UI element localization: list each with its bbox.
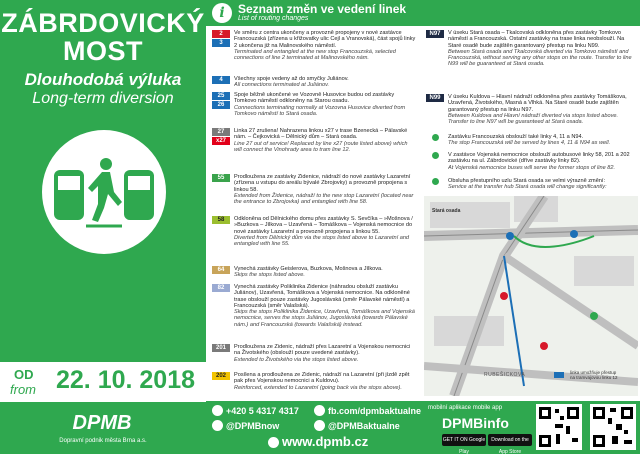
change-entry xyxy=(448,94,636,125)
change-entry xyxy=(234,344,416,363)
from-label: from xyxy=(10,382,36,397)
change-text-cz: Prodloužena ze zastávky Židenice, nádraží do nové zastávky Lazaretní (zřízena u vstupu do areálu bývalé Zbrojovky) a provozně propojena s linkou 58. xyxy=(234,174,411,193)
map-legend-title: linka umožňuje přestup xyxy=(570,370,617,375)
line-badge: 58 xyxy=(212,216,230,224)
change-entry xyxy=(448,134,636,147)
instagram-icon xyxy=(314,420,325,431)
phone-contact[interactable]: +420 5 4317 4317 xyxy=(212,405,299,416)
line-badge: 4 xyxy=(212,76,230,84)
bullet-icon xyxy=(432,178,439,185)
change-entry xyxy=(234,128,416,153)
change-text-en: Line 27 out of service! Replaced by line x27 (route listed above) which will connect the Vinohrady area to tram line 12. xyxy=(234,140,408,153)
change-entry xyxy=(234,76,416,89)
change-text-cz: V úseku Kuldova – Hlavní nádraží odkloněna přes zastávky Tomáškova, Uzavřená, Životského, Masná a Vlhká. Na Staré osadě bude zajištěn garantovaný přestup na linku N97. xyxy=(448,94,627,113)
line-badge: 202 xyxy=(212,372,230,380)
change-entry xyxy=(234,30,416,61)
change-entry xyxy=(448,30,636,68)
change-text-cz: Ve směru z centra ukončeny a provozně propojeny v nové zastávce Francouzská (zřízena u křižovatky ulic Cejl a Vranovská), část spojů linky 2 ukončena již na Malinovského náměstí. xyxy=(234,30,416,49)
company-name: Dopravní podnik města Brna a.s. xyxy=(59,438,147,444)
line-badge: x27 xyxy=(212,137,230,145)
title-line-2: MOST xyxy=(63,36,143,66)
twitter-link[interactable]: @DPMBnow xyxy=(212,420,279,431)
line-badges xyxy=(212,92,230,109)
list-header xyxy=(206,0,640,26)
line-badge: 3 xyxy=(212,39,230,47)
list-title: Seznam změn ve vedení linek xyxy=(238,2,407,16)
line-badges xyxy=(426,30,444,38)
map-stop-label: Stará osada xyxy=(432,208,461,214)
change-text-en: Between Stará osada and Tkalcovská diverted via Tomkovo náměstí and Francouzská, without serving any other stops on the route. Transfer to line N99 will be guaranteed at Stará osada. xyxy=(448,48,632,68)
phone-icon xyxy=(212,405,223,416)
svg-text:DPMB: DPMB xyxy=(72,412,132,434)
google-play-badge[interactable]: GET IT ON Google Play xyxy=(442,434,486,446)
line-badges xyxy=(212,174,230,182)
bullet-icon xyxy=(432,152,439,159)
line-badge: N99 xyxy=(426,94,444,102)
change-text-en: Extended to Životského via the stops listed above. xyxy=(234,356,359,363)
change-text-en: Connections terminating normally at Vozovna Husovice diverted from Tomkovo náměstí to Stará osada. xyxy=(234,104,406,117)
change-entry xyxy=(448,152,636,171)
line-badges xyxy=(212,372,230,380)
pedestrian-tram-icon xyxy=(42,130,166,254)
change-text-en: Terminated and entangled at the new stop Francouzská, selected connections of line 2 terminated at Malinovského nám. xyxy=(234,48,396,62)
qr-code-icon xyxy=(590,404,636,450)
change-text-en: Service at the transfer hub Stará osada will change significantly: xyxy=(448,184,607,191)
contact-footer xyxy=(206,401,640,454)
line-badge: 26 xyxy=(212,101,230,109)
qr-code-android[interactable] xyxy=(536,404,582,450)
app-label: mobilní aplikace mobile app xyxy=(428,405,503,411)
map-street-label: RUBEŠICKOVA xyxy=(484,372,526,378)
line-badge: N97 xyxy=(426,30,444,38)
change-text-en: Reinforced, extended to Lazaretní (going back via the stops above). xyxy=(234,384,402,391)
diversion-illustration xyxy=(42,130,166,254)
line-badge: 64 xyxy=(212,266,230,274)
change-text-cz: Všechny spoje vedeny až do smyčky Juliánov. xyxy=(234,76,349,82)
change-text-en: Skips the stops listed above. xyxy=(234,272,305,279)
line-badges xyxy=(212,266,230,274)
change-text-cz: Zastávku Francouzská obslouží také linky 4, 11 a N94. xyxy=(448,134,584,140)
change-text-en: Diverted from Dělnický dům via the stops listed above to Lazaretní and entangled with line 55. xyxy=(234,234,410,248)
line-badges xyxy=(426,94,444,102)
change-text-cz: Odkloněna od Dělnického domu přes zastávky Š. Ševčíka – »Mošnova / »Buzkova – Jílkova – Uzavřená – Tomáškova – Vojenská nemocnice do nové zastávky Lazaretní a provozně propojena s linkou 55. xyxy=(234,216,413,235)
line-badges xyxy=(212,76,230,84)
list-subtitle: List of routing changes xyxy=(238,15,309,22)
qr-code-icon xyxy=(536,404,582,450)
line-badge: 55 xyxy=(212,174,230,182)
valid-from-date: 22. 10. 2018 xyxy=(56,366,196,394)
change-text-en: Between Kuldova and Hlavní nádraží diverted via stops listed above. Transfer to line N97 will be guaranteed at Stará osada. xyxy=(448,112,619,126)
line-badge: 25 xyxy=(212,92,230,100)
bullet-icon xyxy=(432,134,439,141)
change-entry xyxy=(234,92,416,117)
map-legend-sub: na tramvajovou linku 12 xyxy=(570,375,618,380)
change-text-en: Extended from Židenice, nádraží to the new stop Lazaretní (located near the entrance to Zbrojovka) and entangled with line 58. xyxy=(234,192,414,206)
line-badges xyxy=(212,284,230,292)
line-badges xyxy=(426,152,439,159)
line-badge: 27 xyxy=(212,128,230,136)
line-badge: 82 xyxy=(212,284,230,292)
change-text-cz: Vynechá zastávky Geislerova, Buzkova, Mošnova a Jílkova. xyxy=(234,266,383,272)
line-badge: 201 xyxy=(212,344,230,352)
facebook-icon xyxy=(314,405,325,416)
change-entry xyxy=(234,266,416,279)
change-text-en: Skips the stops Poliklinika Židenice, Uzavřená, Tomáškova and Vojenská nemocnice, serves the stops Juliánov, Jugoslávská (towards Pálavské nám.) and Francouzská (towards Valašská) instead. xyxy=(234,309,415,328)
od-label: OD xyxy=(14,367,34,382)
subtitle-en: Long-term diversion xyxy=(32,90,174,107)
twitter-icon xyxy=(212,420,223,431)
change-text-cz: Obsluha přestupního uzlu Stará osada se velmi výrazně změní: xyxy=(448,178,606,184)
app-name: DPMBinfo xyxy=(442,415,509,431)
change-text-cz: Linka 27 zrušena! Nahrazena linkou x27 v trase Bzenecká – Pálavské nám. – Čejkovická – Dělnický dům – Stará osada. xyxy=(234,128,408,141)
change-text-cz: Prodloužena ze Židenic, nádraží přes Lazaretní a Vojenskou nemocnici na Životského (obslouží pouze uvedené zastávky). xyxy=(234,344,411,357)
map-legend xyxy=(570,370,638,380)
instagram-link[interactable]: @DPMBaktualne xyxy=(314,420,400,431)
change-entry xyxy=(448,178,636,191)
change-text-cz: Spoje běžně ukončené ve Vozovně Husovice budou od zastávky Tomkovo náměstí odkloněny na Starou osadu. xyxy=(234,92,395,105)
subtitle-cz: Dlouhodobá výluka xyxy=(24,70,182,89)
change-text-en: At Vojenská nemocnice buses will serve the former stops of line 82. xyxy=(448,164,616,171)
change-entry xyxy=(234,284,416,328)
app-store-badge[interactable]: Download on the App Store xyxy=(488,434,532,446)
change-text-cz: Posílena a prodloužena ze Židenic, nádraží na Lazaretní (při jízdě zpět pak přes Vojenskou nemocnici a Kuldovu). xyxy=(234,372,410,385)
line-badges xyxy=(212,128,230,145)
globe-icon xyxy=(268,437,279,448)
right-panel xyxy=(206,0,640,454)
qr-code-ios[interactable] xyxy=(590,404,636,450)
map-graphic xyxy=(424,196,638,396)
line-badges xyxy=(426,134,439,141)
change-entry xyxy=(234,216,416,247)
dpmb-logo xyxy=(62,410,142,436)
stara-osada-map xyxy=(424,196,638,396)
info-icon: i xyxy=(212,3,232,23)
change-text-cz: Vynechá zastávky Poliklinika Židenice (náhradou obsluží zastávku Juliánov), Uzavřená, Tomáškova a Vojenská nemocnice. Na odkloněné trase obslouží pouze zastávky Jugoslávská (směr Pálavské náměstí) a Francouzská (směr Valašská). xyxy=(234,284,410,309)
website-link[interactable]: www.dpmb.cz xyxy=(268,434,368,449)
change-entry xyxy=(234,174,416,205)
change-text-en: The stop Francouzská will be served by lines 4, 11 & N94 as well. xyxy=(448,140,611,147)
line-badges xyxy=(426,178,439,185)
line-badge: 2 xyxy=(212,30,230,38)
change-entry xyxy=(234,372,416,391)
line-badges xyxy=(212,30,230,47)
line-badges xyxy=(212,216,230,224)
change-text-en: All connections terminated at Juliánov. xyxy=(234,82,330,89)
title-line-1: ZÁBRDOVICKÝ xyxy=(1,8,205,38)
change-text-cz: V zastávce Vojenská nemocnice obslouží autobusové linky 58, 201 a 202 zastávku na ul. Zábrdovické (dříve zastávky linky 82). xyxy=(448,152,630,165)
left-panel xyxy=(0,0,206,454)
facebook-link[interactable]: fb.com/dpmbaktualne xyxy=(314,405,421,416)
change-text-cz: V úseku Stará osada – Tkalcovská odkloněna přes zastávky Tomkovo náměstí a Francouzská. Ostatní zastávky na trase linka neobslouží. Na Staré osadě bude zajištěn garantovaný přestup na linku N99. xyxy=(448,30,625,49)
line-badges xyxy=(212,344,230,352)
